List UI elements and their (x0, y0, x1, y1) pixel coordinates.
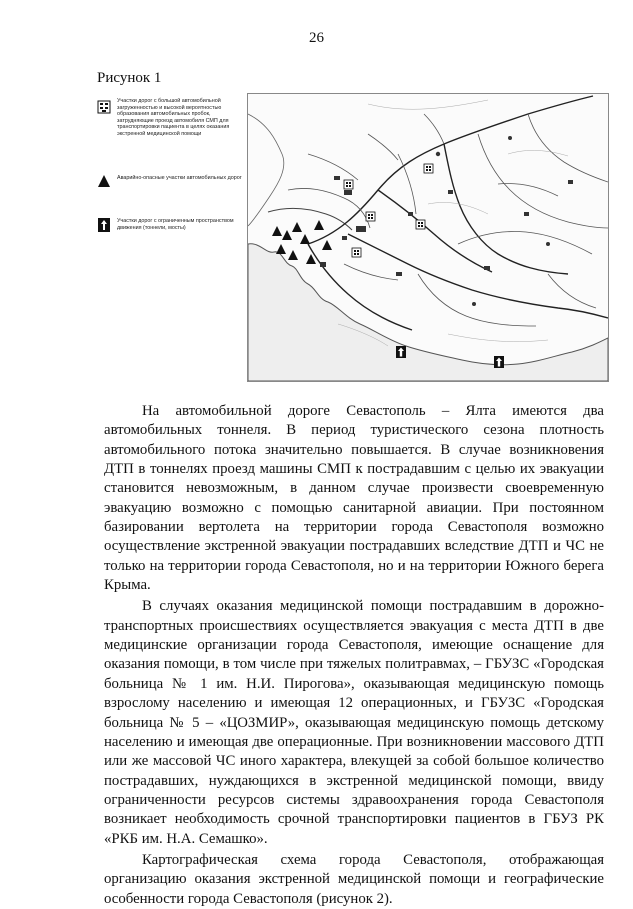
figure-1 (95, 90, 610, 382)
major-roads (308, 96, 608, 330)
paragraph-map-reference: Картографическая схема города Севастополя, отображающая организацию оказания экстренной медицинской помощи и географические особенности города Севастополя (рисунок 2). (104, 851, 604, 907)
legend-text-heavy-traffic: Участки дорог с большой автомобильной загруженностью и высокой вероятностью образования автомобильных пробок, затрудняющие проезд автомобиля СМП для транспортировки пациента в целях оказания экстренной медицинской помощи (117, 98, 230, 137)
page-number: 26 (309, 30, 324, 46)
legend-item-accident-prone (95, 172, 245, 194)
paragraph-tunnels: На автомобильной дороге Севастополь – Ялта имеются два автомобильных тоннеля. В период туристического сезона плотность автомобильного потока значительно повышается. В случае возникновения ДТП в тоннелях проезд машины СМП к пострадавшим с целью их эвакуации становится невозможным, в данном случае произвести своевременную эвакуацию возможно с помощью санитарной авиации. При постоянном базировании вертолета на территории города Севастополя возможно осуществление экстренной эвакуации пострадавших вследствие ДТП и ЧС не только на территории города Севастополя, но и на территории Южного берега Крыма. (104, 403, 604, 594)
legend-item-tunnels (95, 216, 245, 246)
sevastopol-road-map (247, 93, 609, 382)
map-graphic (248, 94, 608, 381)
figure-label: Рисунок 1 (97, 70, 162, 86)
paragraph-evacuation: В случаях оказания медицинской помощи пострадавшим в дорожно-транспортных происшествиях осуществляется эвакуация с места ДТП в две медицинские организации города Севастополя, имеющие оснащение для оказания помощи, в том числе при тяжелых политравмах, – ГБУЗС «Городская больница № 1 им. Н.И. Пирогова», оказывающая медицинскую помощь взрослому населению и имеющая 12 операционных, и ГБУЗС «Городская больница № 5 – «ЦОЗМИР», оказывающая медицинскую помощь детскому населению и имеющая две операционные. При возникновении массового ДТП или же массовой ЧС иного характера, влекущей за собой большое количество пострадавших, нуждающихся в экстренной медицинской помощи, ввиду ограниченности ресурсов системы здравоохранения города Севастополя возникает необходимость срочной транспортировки пациентов в ГБУЗ РК «РКБ им. Н.А. Семашко». (104, 598, 604, 847)
tunnel-bridge-icon (97, 218, 111, 232)
body-text (104, 402, 604, 909)
heavy-traffic-road-icon (97, 100, 111, 114)
accident-prone-triangle-icon (97, 174, 111, 188)
legend-item-heavy-traffic (95, 98, 245, 158)
secondary-roads (288, 114, 608, 326)
legend-text-accident-prone: Аварийно-опасные участки автомобильных дорог (117, 175, 242, 181)
map-legend (95, 90, 245, 382)
legend-text-tunnels: Участки дорог с ограниченным пространством движения (тоннели, мосты) (117, 218, 234, 231)
sea-area (248, 244, 608, 381)
